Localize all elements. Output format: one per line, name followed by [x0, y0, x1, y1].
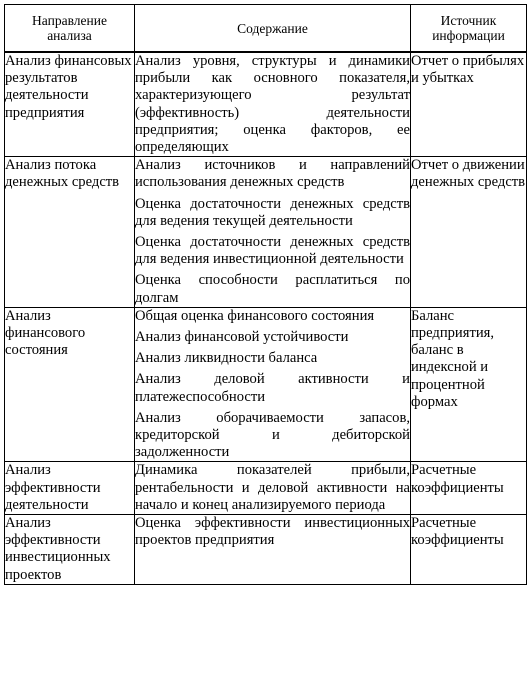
- cell-content: [135, 307, 411, 462]
- content-paragraph: Анализ ликвидности баланса: [135, 350, 318, 367]
- header-row: [5, 5, 527, 53]
- cell-direction: Анализ потока денежных средств: [5, 157, 135, 308]
- cell-source: Баланс предприятия, баланс в индексной и процентной формах: [411, 307, 527, 462]
- content-paragraph: Анализ финансовой устойчивости: [135, 329, 349, 346]
- cell-source: Отчет о прибылях и убытках: [411, 52, 527, 157]
- cell-direction: Анализ эффективности инвестиционных проектов: [5, 515, 135, 585]
- table-row: [5, 307, 527, 462]
- cell-content: [135, 52, 411, 157]
- table-row: [5, 515, 527, 585]
- content-paragraph: Анализ деловой активности и платежеспособности: [135, 371, 410, 405]
- table-body: [5, 52, 527, 584]
- cell-direction: Анализ финансового состояния: [5, 307, 135, 462]
- cell-source: Отчет о движении денежных средств: [411, 157, 527, 308]
- content-paragraph: Общая оценка финансового состояния: [135, 307, 375, 324]
- header-source: Источник информации: [411, 5, 527, 53]
- analysis-table: [4, 4, 527, 585]
- cell-source: Расчетные коэффициенты: [411, 462, 527, 515]
- cell-source: Расчетные коэффициенты: [411, 515, 527, 585]
- content-paragraph: Оценка эффективности инвестиционных проектов предприятия: [135, 515, 410, 549]
- content-paragraph: Анализ оборачиваемости запасов, кредиторской и дебиторской задолженности: [135, 409, 410, 461]
- content-paragraph: Оценка достаточности денежных средств для ведения текущей деятельности: [135, 195, 410, 229]
- table-header: [5, 5, 527, 53]
- table-row: [5, 462, 527, 515]
- cell-direction: Анализ эффективности деятельности: [5, 462, 135, 515]
- cell-direction: Анализ финансовых результатов деятельности предприятия: [5, 52, 135, 157]
- table-row: [5, 157, 527, 308]
- document-page: [4, 4, 526, 585]
- header-content: Содержание: [135, 5, 411, 53]
- cell-content: [135, 515, 411, 585]
- content-paragraph: Динамика показателей прибыли, рентабельности и деловой активности на начало и конец анализируемого периода: [135, 462, 410, 513]
- table-row: [5, 52, 527, 157]
- content-paragraph: Оценка достаточности денежных средств для ведения инвестиционной деятельности: [135, 234, 410, 268]
- header-direction: Направление анализа: [5, 5, 135, 53]
- cell-content: [135, 157, 411, 308]
- content-paragraph: Анализ уровня, структуры и динамики прибыли как основного показателя, характеризующего результат (эффективность) деятельности предприятия; оценка факторов, ее определяющих: [135, 53, 410, 156]
- content-paragraph: Анализ источников и направлений использования денежных средств: [135, 157, 410, 191]
- content-paragraph: Оценка способности расплатиться по долгам: [135, 272, 410, 306]
- cell-content: [135, 462, 411, 515]
